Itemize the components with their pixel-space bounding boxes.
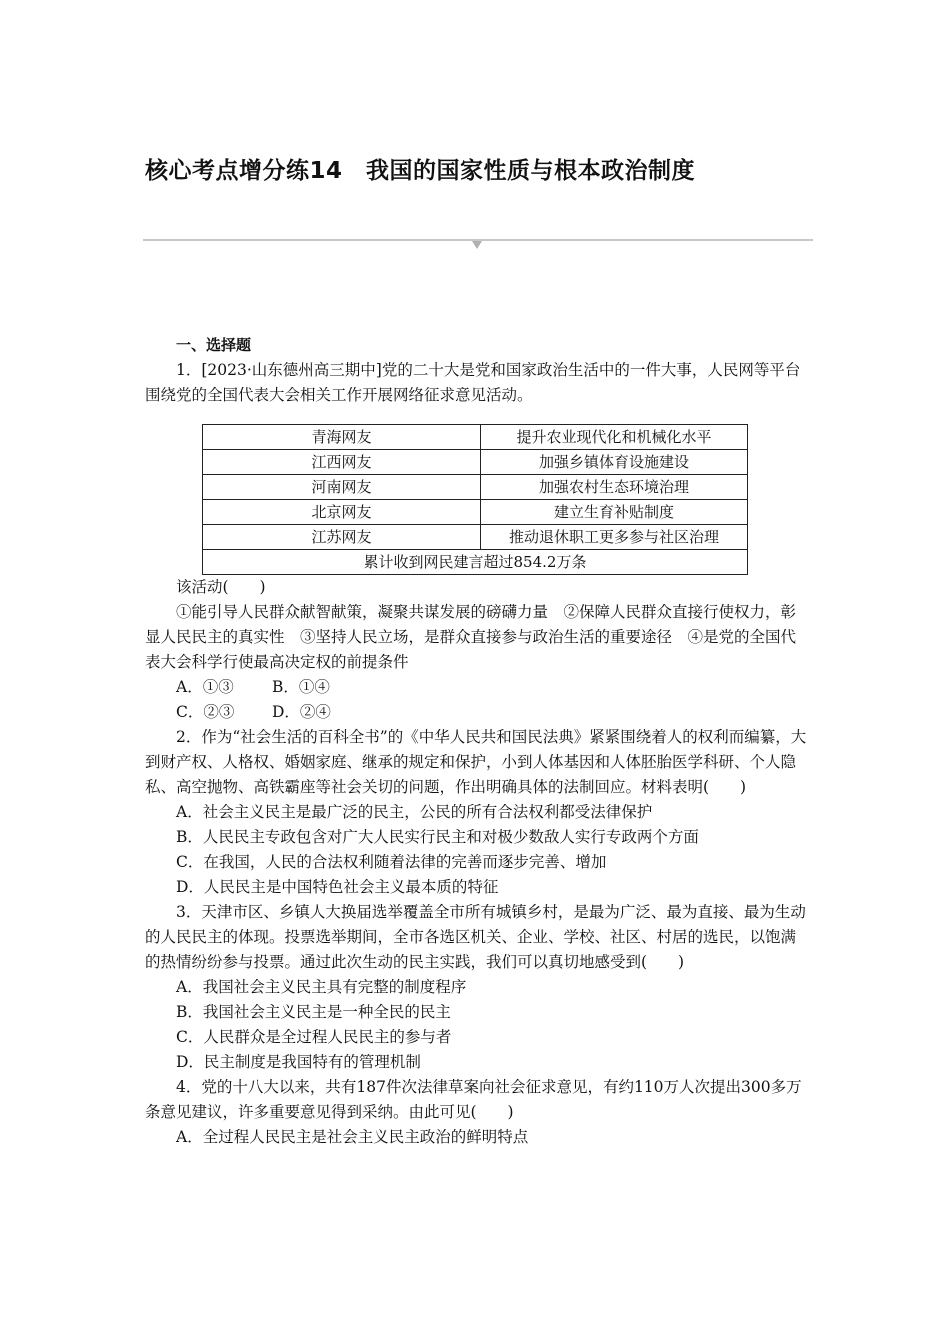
question-1-statements: ①能引导人民群众献智献策，凝聚共谋发展的磅礴力量 ②保障人民群众直接行使权力，彰显人民民主的真实性 ③坚持人民立场，是群众直接参与政治生活的重要途径 ④是党的全国代表大会科学行使最高决定权的前提条件	[145, 603, 797, 671]
option-b[interactable]: B．人民民主专政包含对广大人民实行民主和对极少数敌人实行专政两个方面	[176, 828, 699, 846]
option-c[interactable]: C．人民群众是全过程人民民主的参与者	[176, 1028, 452, 1046]
table-footer-row	[203, 550, 748, 575]
table-cell: 青海网友	[203, 425, 481, 450]
table-cell: 推动退休职工更多参与社区治理	[481, 525, 748, 550]
option-a[interactable]: A．社会主义民主是最广泛的民主，公民的所有合法权利都受法律保护	[176, 803, 653, 821]
table-cell: 江西网友	[203, 450, 481, 475]
divider-arrow-icon	[472, 241, 482, 249]
option-a[interactable]: A．我国社会主义民主具有完整的制度程序	[176, 978, 467, 996]
option-d[interactable]: D．人民民主是中国特色社会主义最本质的特征	[176, 878, 499, 896]
option-d[interactable]: D．②④	[272, 703, 331, 721]
table-cell: 加强农村生态环境治理	[481, 475, 748, 500]
question-3-stem: 3．天津市区、乡镇人大换届选举覆盖全市所有城镇乡村，是最为广泛、最为直接、最为生动的人民民主的体现。投票选举期间，全市各选区机关、企业、学校、社区、村居的选民，以饱满的热情纷纷参与投票。通过此次生动的民主实践，我们可以真切地感受到( )	[145, 903, 806, 971]
table-row	[203, 500, 748, 525]
question-1-prompt: 该活动( )	[176, 578, 266, 596]
option-b[interactable]: B．我国社会主义民主是一种全民的民主	[176, 1003, 451, 1021]
question-2-stem: 2．作为“社会生活的百科全书”的《中华人民共和国民法典》紧紧围绕着人的权利而编纂，大到财产权、人格权、婚姻家庭、继承的规定和保护，小到人体基因和人体胚胎医学科研、个人隐私、高空抛物、高铁霸座等社会关切的问题，作出明确具体的法制回应。材料表明( )	[145, 728, 807, 796]
question-1-stem: 1．[2023·山东德州高三期中]党的二十大是党和国家政治生活中的一件大事，人民网等平台围绕党的全国代表大会相关工作开展网络征求意见活动。	[145, 361, 801, 404]
option-a[interactable]: A．①③	[176, 678, 234, 696]
option-d[interactable]: D．民主制度是我国特有的管理机制	[176, 1053, 421, 1071]
page-title: 核心考点增分练14 我国的国家性质与根本政治制度	[145, 158, 696, 184]
option-a[interactable]: A．全过程人民民主是社会主义民主政治的鲜明特点	[176, 1128, 529, 1146]
question-1-table	[202, 424, 748, 575]
table-cell: 加强乡镇体育设施建设	[481, 450, 748, 475]
table-row	[203, 450, 748, 475]
table-cell: 河南网友	[203, 475, 481, 500]
table-cell: 江苏网友	[203, 525, 481, 550]
table-cell: 建立生育补贴制度	[481, 500, 748, 525]
option-b[interactable]: B．①④	[272, 678, 330, 696]
section-heading: 一、选择题	[176, 336, 252, 354]
question-content	[145, 333, 811, 1150]
table-row	[203, 425, 748, 450]
question-1-options-row-1	[145, 675, 811, 700]
table-footer: 累计收到网民建言超过854.2万条	[203, 550, 748, 575]
table-row	[203, 475, 748, 500]
table-cell: 北京网友	[203, 500, 481, 525]
table-cell: 提升农业现代化和机械化水平	[481, 425, 748, 450]
table-row	[203, 525, 748, 550]
question-1-options-row-2	[145, 700, 811, 725]
question-4-stem: 4．党的十八大以来，共有187件次法律草案向社会征求意见，有约110万人次提出300多万条意见建议，许多重要意见得到采纳。由此可见( )	[145, 1078, 802, 1121]
option-c[interactable]: C．②③	[176, 703, 235, 721]
option-c[interactable]: C．在我国，人民的合法权利随着法律的完善而逐步完善、增加	[176, 853, 607, 871]
